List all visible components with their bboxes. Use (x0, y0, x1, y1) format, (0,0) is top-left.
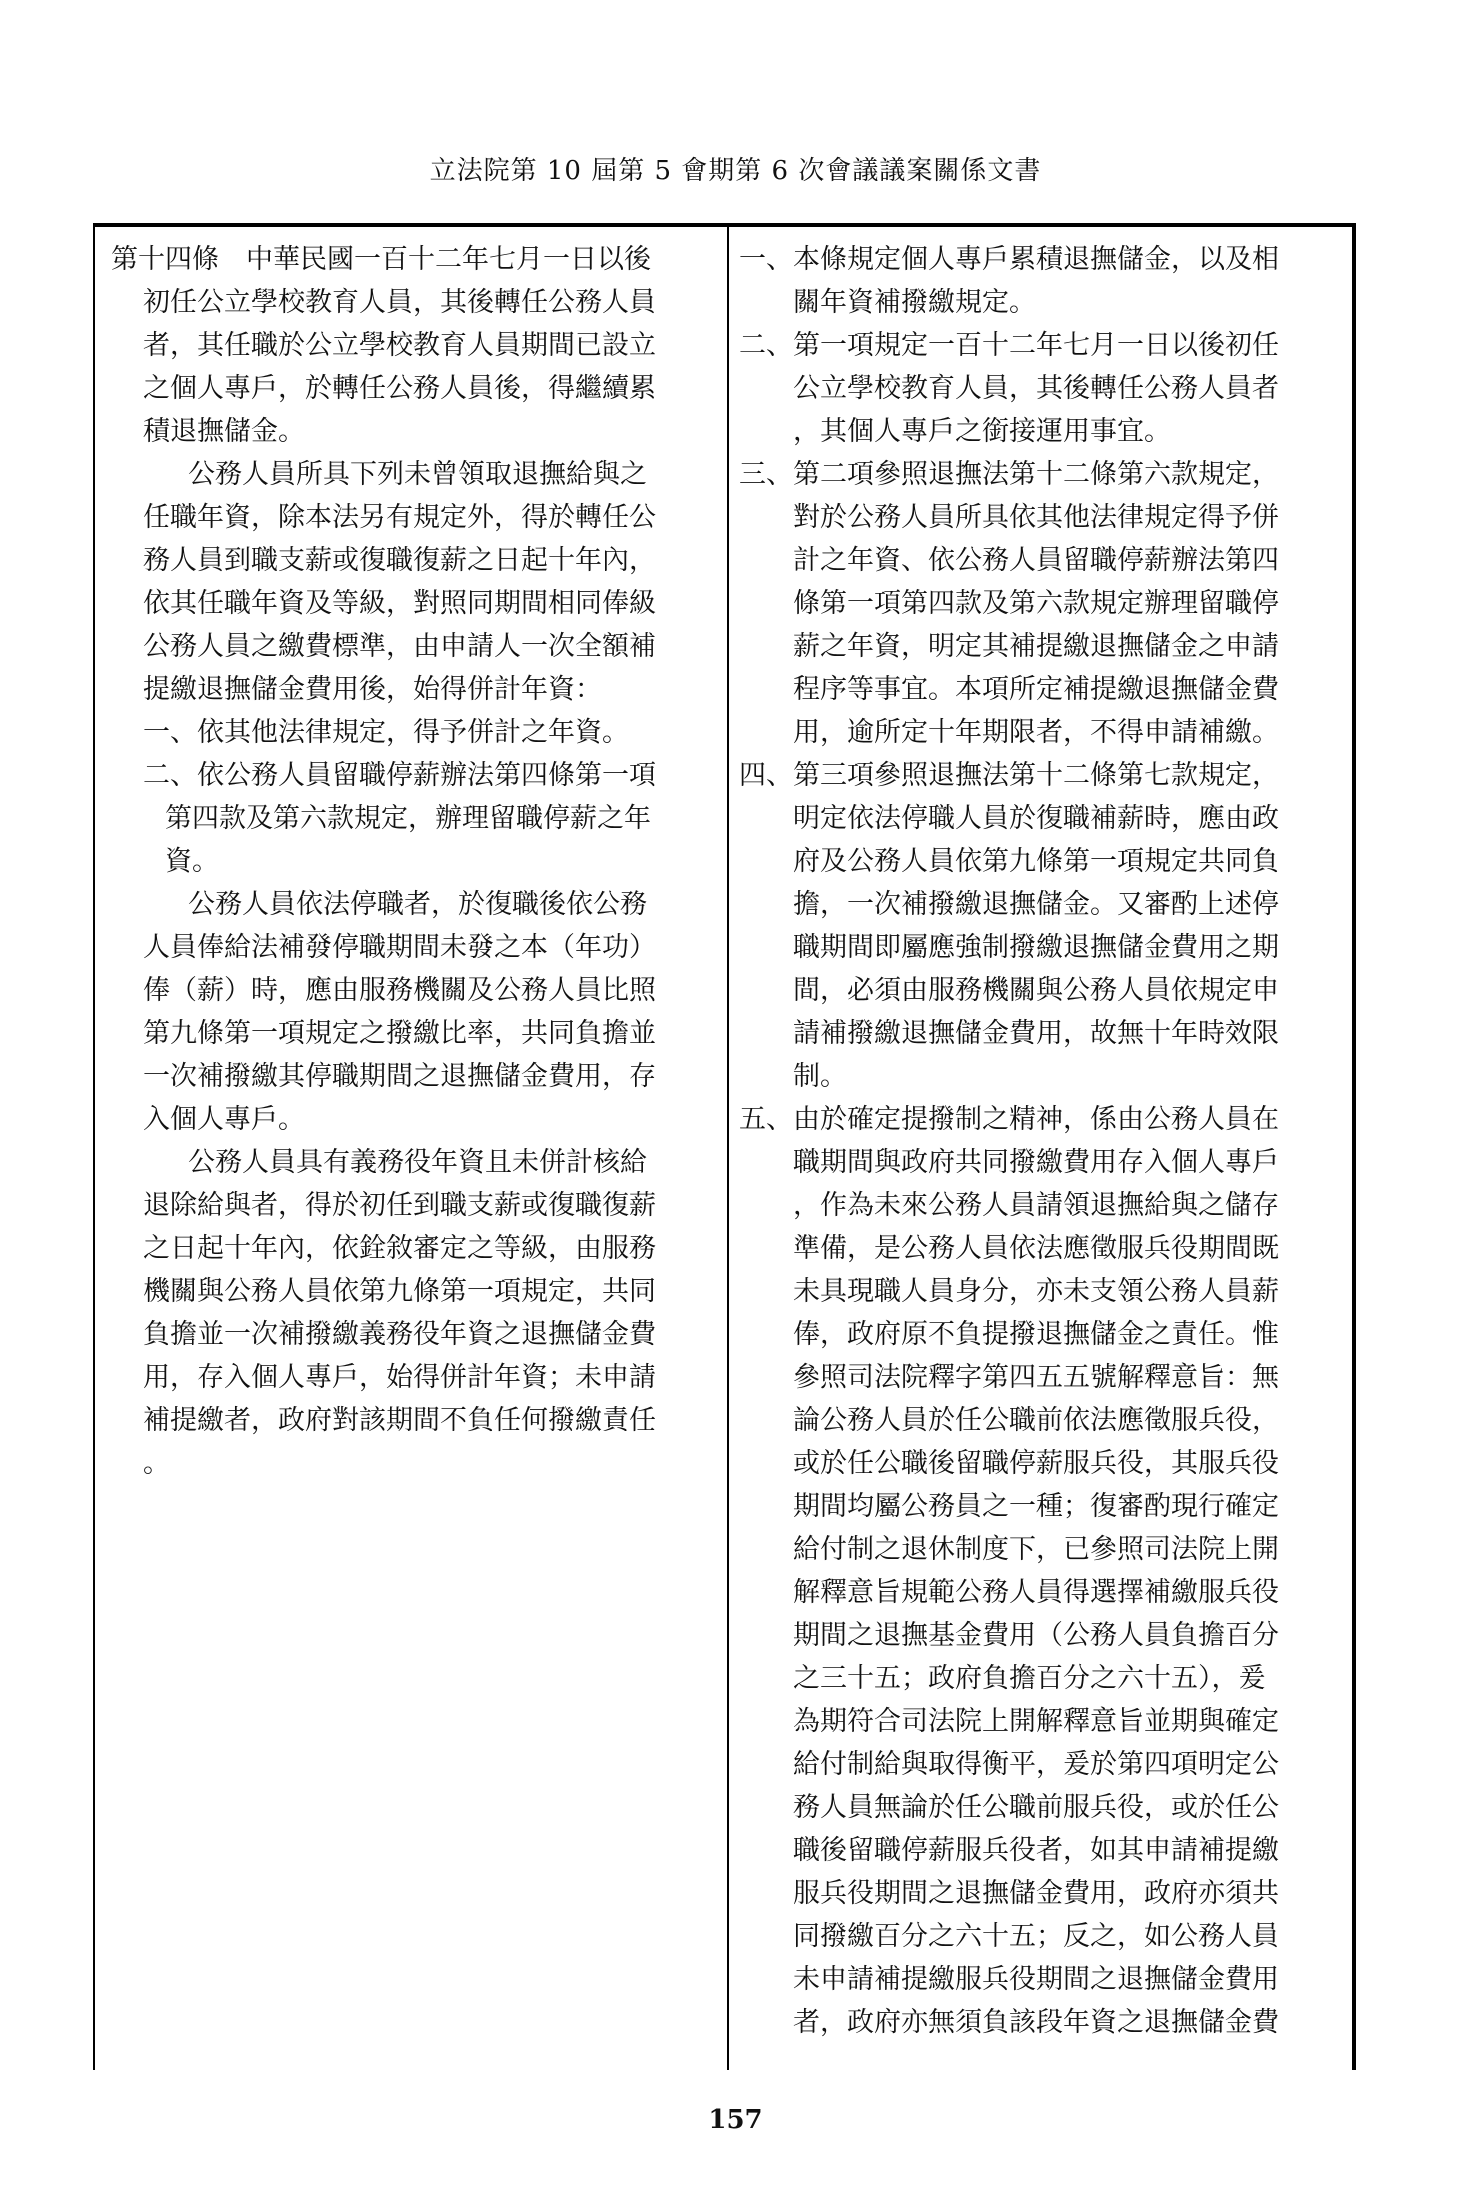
explanation-line: 給付制給與取得衡平，爰於第四項明定公 (793, 1749, 1279, 1780)
explanation-line: 務人員無論於任公職前服兵役，或於任公 (793, 1792, 1279, 1823)
explanation-line: 四、第三項參照退撫法第十二條第七款規定， (739, 760, 1279, 791)
article-line: 一、依其他法律規定，得予併計之年資。 (143, 717, 629, 748)
article-line: 退除給與者，得於初任到職支薪或復職復薪 (143, 1190, 656, 1221)
explanation-line: 擔，一次補撥繳退撫儲金。又審酌上述停 (793, 889, 1279, 920)
explanation-line: 關年資補撥繳規定。 (793, 287, 1036, 318)
article-line: 公務人員具有義務役年資且未併計核給 (188, 1147, 647, 1178)
article-line: 者，其任職於公立學校教育人員期間已設立 (143, 330, 656, 361)
explanation-line: 期間之退撫基金費用（公務人員負擔百分 (793, 1620, 1279, 1651)
explanation-line: ，作為未來公務人員請領退撫給與之儲存 (793, 1190, 1279, 1221)
article-line: 人員俸給法補發停職期間未發之本（年功） (143, 932, 656, 963)
article-line: 。 (143, 1448, 170, 1479)
article-line: 公務人員之繳費標準，由申請人一次全額補 (143, 631, 656, 662)
explanation-line: 用，逾所定十年期限者，不得申請補繳。 (793, 717, 1279, 748)
article-line: 之個人專戶，於轉任公務人員後，得繼續累 (143, 373, 656, 404)
article-line: 負擔並一次補撥繳義務役年資之退撫儲金費 (143, 1319, 656, 1350)
explanation-line: 為期符合司法院上開解釋意旨並期與確定 (793, 1706, 1279, 1737)
article-line: 之日起十年內，依銓敘審定之等級，由服務 (143, 1233, 656, 1264)
article-text-column (111, 238, 711, 1485)
explanation-line: 同撥繳百分之六十五；反之，如公務人員 (793, 1921, 1279, 1952)
explanation-line: 或於任公職後留職停薪服兵役，其服兵役 (793, 1448, 1279, 1479)
explanation-line: 三、第二項參照退撫法第十二條第六款規定， (739, 459, 1279, 490)
explanation-line: 未具現職人員身分，亦未支領公務人員薪 (793, 1276, 1279, 1307)
article-line: 一次補撥繳其停職期間之退撫儲金費用，存 (143, 1061, 656, 1092)
article-line: 補提繳者，政府對該期間不負任何撥繳責任 (143, 1405, 656, 1436)
article-line: 第十四條 中華民國一百十二年七月一日以後 (111, 244, 651, 275)
explanation-line: 薪之年資，明定其補提繳退撫儲金之申請 (793, 631, 1279, 662)
explanation-line: 二、第一項規定一百十二年七月一日以後初任 (739, 330, 1279, 361)
article-line: 資。 (165, 846, 219, 877)
explanation-line: 程序等事宜。本項所定補提繳退撫儲金費 (793, 674, 1279, 705)
article-line: 第四款及第六款規定，辦理留職停薪之年 (165, 803, 651, 834)
explanation-line: 職後留職停薪服兵役者，如其申請補提繳 (793, 1835, 1279, 1866)
explanation-line: 公立學校教育人員，其後轉任公務人員者 (793, 373, 1279, 404)
explanation-line: ，其個人專戶之銜接運用事宜。 (793, 416, 1171, 447)
article-line: 任職年資，除本法另有規定外，得於轉任公 (143, 502, 656, 533)
explanation-line: 者，政府亦無須負該段年資之退撫儲金費 (793, 2007, 1279, 2038)
explanation-line: 給付制之退休制度下，已參照司法院上開 (793, 1534, 1279, 1565)
explanation-line: 對於公務人員所具依其他法律規定得予併 (793, 502, 1279, 533)
explanation-line: 論公務人員於任公職前依法應徵服兵役， (793, 1405, 1279, 1436)
article-line: 入個人專戶。 (143, 1104, 305, 1135)
page-number: 157 (708, 2105, 763, 2135)
explanation-line: 五、由於確定提撥制之精神，係由公務人員在 (739, 1104, 1279, 1135)
column-divider (727, 227, 729, 2070)
provision-table (93, 223, 1356, 2070)
explanation-line: 請補撥繳退撫儲金費用，故無十年時效限 (793, 1018, 1279, 1049)
article-line: 機關與公務人員依第九條第一項規定，共同 (143, 1276, 656, 1307)
explanation-line: 職期間即屬應強制撥繳退撫儲金費用之期 (793, 932, 1279, 963)
explanation-line: 間，必須由服務機關與公務人員依規定申 (793, 975, 1279, 1006)
explanation-line: 條第一項第四款及第六款規定辦理留職停 (793, 588, 1279, 619)
explanation-line: 制。 (793, 1061, 847, 1092)
article-line: 積退撫儲金。 (143, 416, 305, 447)
explanation-line: 明定依法停職人員於復職補薪時，應由政 (793, 803, 1279, 834)
article-line: 二、依公務人員留職停薪辦法第四條第一項 (143, 760, 656, 791)
article-line: 依其任職年資及等級，對照同期間相同俸級 (143, 588, 656, 619)
article-line: 公務人員依法停職者，於復職後依公務 (188, 889, 647, 920)
explanation-line: 期間均屬公務員之一種；復審酌現行確定 (793, 1491, 1279, 1522)
page-header: 立法院第 10 屆第 5 會期第 6 次會議議案關係文書 (429, 156, 1042, 186)
explanation-line: 未申請補提繳服兵役期間之退撫儲金費用 (793, 1964, 1279, 1995)
article-line: 務人員到職支薪或復職復薪之日起十年內， (143, 545, 656, 576)
article-line: 俸（薪）時，應由服務機關及公務人員比照 (143, 975, 656, 1006)
article-line: 提繳退撫儲金費用後，始得併計年資： (143, 674, 602, 705)
explanation-line: 之三十五；政府負擔百分之六十五），爰 (793, 1663, 1266, 1694)
explanation-line: 俸，政府原不負提撥退撫儲金之責任。惟 (793, 1319, 1279, 1350)
article-line: 用，存入個人專戶，始得併計年資；未申請 (143, 1362, 656, 1393)
explanation-line: 計之年資、依公務人員留職停薪辦法第四 (793, 545, 1279, 576)
explanation-line: 府及公務人員依第九條第一項規定共同負 (793, 846, 1279, 877)
article-line: 第九條第一項規定之撥繳比率，共同負擔並 (143, 1018, 656, 1049)
explanation-line: 準備，是公務人員依法應徵服兵役期間既 (793, 1233, 1279, 1264)
explanation-line: 解釋意旨規範公務人員得選擇補繳服兵役 (793, 1577, 1279, 1608)
explanation-column (739, 238, 1339, 2044)
explanation-line: 參照司法院釋字第四五五號解釋意旨：無 (793, 1362, 1279, 1393)
article-line: 初任公立學校教育人員，其後轉任公務人員 (143, 287, 656, 318)
article-line: 公務人員所具下列未曾領取退撫給與之 (188, 459, 647, 490)
explanation-line: 一、本條規定個人專戶累積退撫儲金，以及相 (739, 244, 1279, 275)
explanation-line: 職期間與政府共同撥繳費用存入個人專戶 (793, 1147, 1279, 1178)
explanation-line: 服兵役期間之退撫儲金費用，政府亦須共 (793, 1878, 1279, 1909)
